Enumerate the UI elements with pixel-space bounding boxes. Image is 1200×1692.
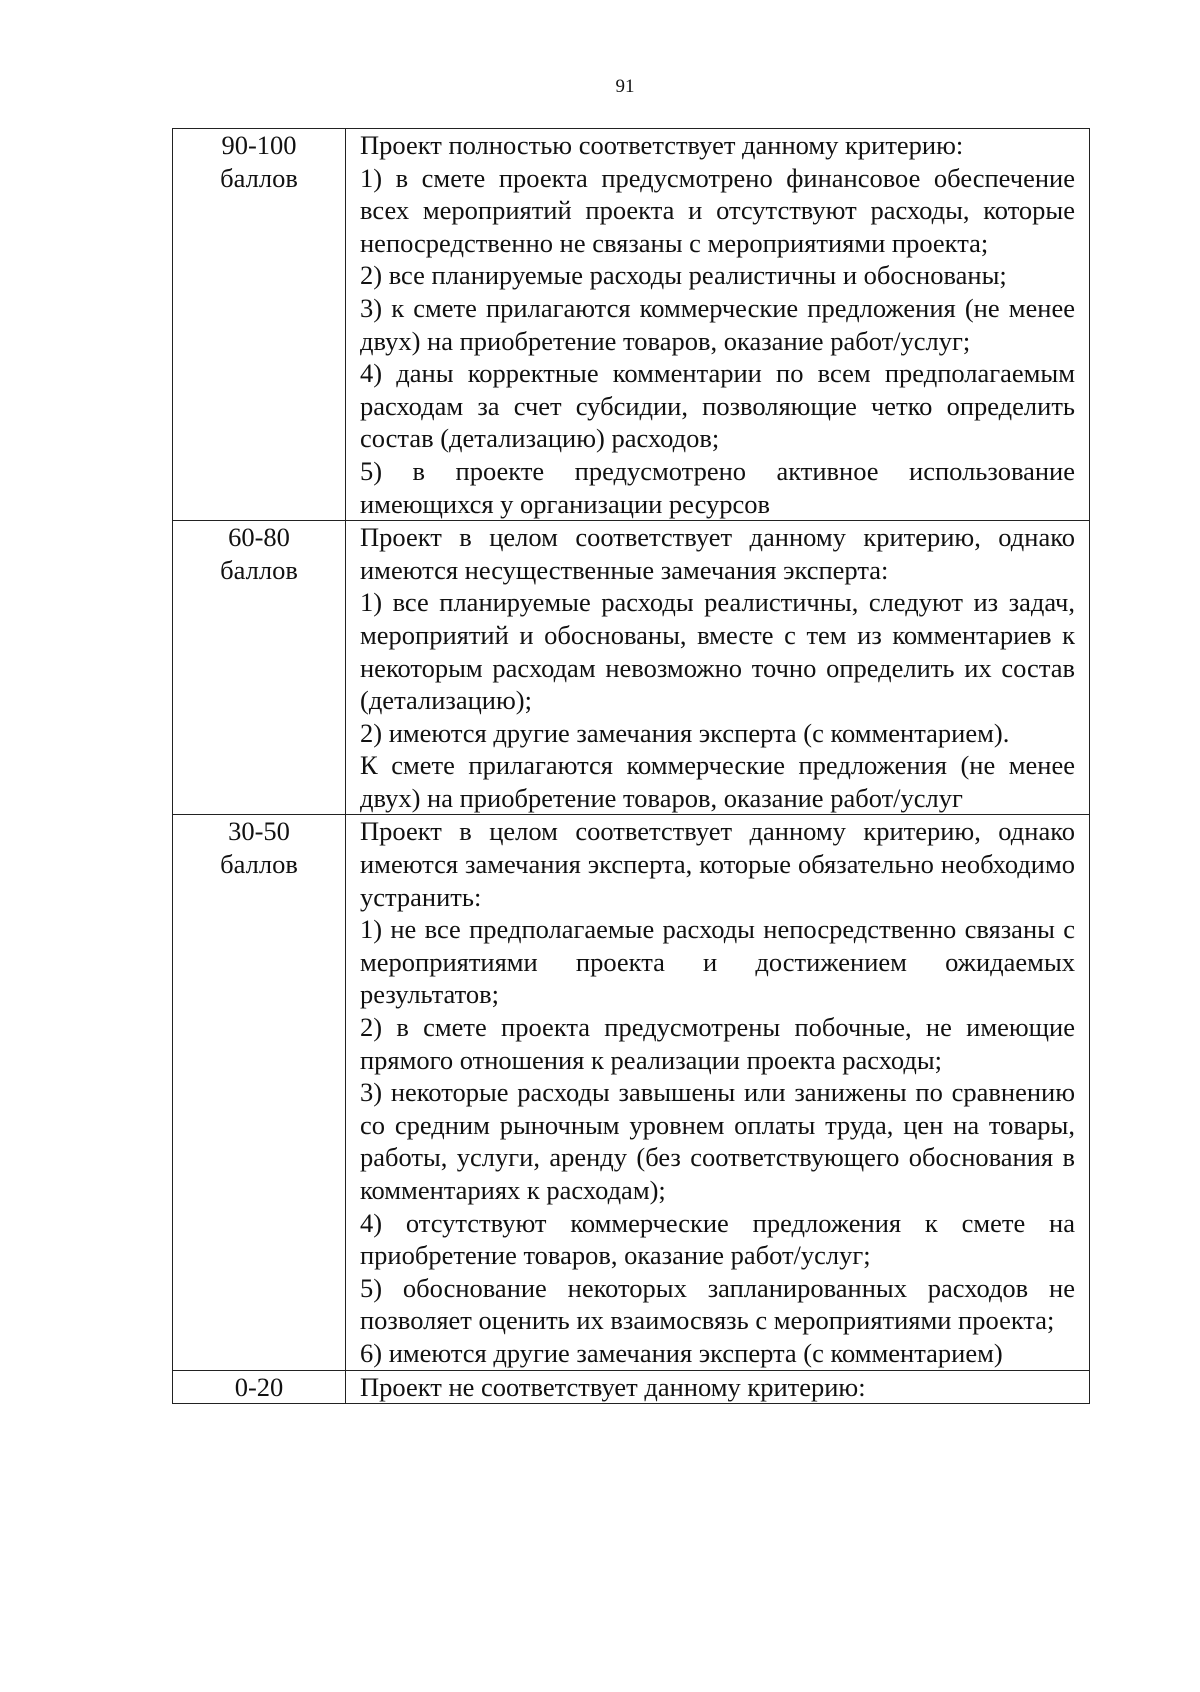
description-line: 2) в смете проекта предусмотрены побочные, не имеющие прямого отношения к реализации проекта расходы; bbox=[360, 1012, 1075, 1075]
description-cell bbox=[346, 521, 1090, 815]
score-range: 30-50 bbox=[228, 816, 290, 847]
description-line: 5) в проекте предусмотрено активное использование имеющихся у организации ресурсов bbox=[360, 455, 1075, 519]
description-line: Проект полностью соответствует данному критерию: bbox=[360, 130, 964, 160]
score-range: 90-100 bbox=[221, 130, 297, 160]
score-range: 0-20 bbox=[234, 1371, 284, 1402]
description-line: 1) все планируемые расходы реалистичны, следуют из задач, мероприятий и обоснованы, вместе с тем из комментариев к некоторым расходам невозможно точно определить их состав (детализацию); bbox=[360, 587, 1075, 716]
score-cell bbox=[173, 521, 346, 815]
description-line: 5) обоснование некоторых запланированных расходов не позволяет оценить их взаимосвязь с мероприятиями проекта; bbox=[360, 1272, 1075, 1336]
description-line: Проект в целом соответствует данному критерию, однако имеются несущественные замечания эксперта: bbox=[360, 522, 1075, 585]
description-line: 3) к смете прилагаются коммерческие предложения (не менее двух) на приобретение товаров, оказание работ/услуг; bbox=[360, 292, 1075, 356]
score-unit: баллов bbox=[220, 162, 298, 193]
description-line: 1) в смете проекта предусмотрено финансовое обеспечение всех мероприятий проекта и отсутствуют расходы, которые непосредственно не связаны с мероприятиями проекта; bbox=[360, 162, 1075, 258]
score-unit: баллов bbox=[220, 554, 298, 585]
description-cell bbox=[346, 129, 1090, 521]
score-range: 60-80 bbox=[228, 522, 290, 553]
score-cell bbox=[173, 815, 346, 1370]
page-number: 91 bbox=[615, 76, 635, 97]
description-cell bbox=[346, 1370, 1090, 1404]
description-line: 1) не все предполагаемые расходы непосредственно связаны с мероприятиями проекта и достижением ожидаемых результатов; bbox=[360, 914, 1075, 1010]
table-row bbox=[173, 1370, 1090, 1404]
description-line: 6) имеются другие замечания эксперта (с комментарием) bbox=[360, 1337, 1003, 1368]
description-cell bbox=[346, 815, 1090, 1370]
table-row bbox=[173, 815, 1090, 1370]
description-line: 4) отсутствуют коммерческие предложения к смете на приобретение товаров, оказание работ/услуг; bbox=[360, 1207, 1075, 1271]
description-line: Проект в целом соответствует данному критерию, однако имеются замечания эксперта, которые обязательно необходимо устранить: bbox=[360, 816, 1075, 912]
description-line: 3) некоторые расходы завышены или занижены по сравнению со средним рыночным уровнем оплаты труда, цен на товары, работы, услуги, аренду (без соответствующего обоснования в комментариях к расходам); bbox=[360, 1077, 1075, 1205]
description-line: 4) даны корректные комментарии по всем предполагаемым расходам за счет субсидии, позволяющие четко определить состав (детализацию) расходов; bbox=[360, 358, 1075, 454]
description-line: К смете прилагаются коммерческие предложения (не менее двух) на приобретение товаров, оказание работ/услуг bbox=[360, 750, 1075, 813]
score-unit: баллов bbox=[220, 849, 298, 880]
description-line: Проект не соответствует данному критерию: bbox=[360, 1371, 866, 1402]
score-cell bbox=[173, 129, 346, 521]
description-line: 2) имеются другие замечания эксперта (с комментарием). bbox=[360, 717, 1010, 748]
table-row bbox=[173, 521, 1090, 815]
table-row bbox=[173, 129, 1090, 521]
scoring-table bbox=[172, 128, 1090, 1404]
description-line: 2) все планируемые расходы реалистичны и обоснованы; bbox=[360, 260, 1007, 291]
score-cell bbox=[173, 1370, 346, 1404]
